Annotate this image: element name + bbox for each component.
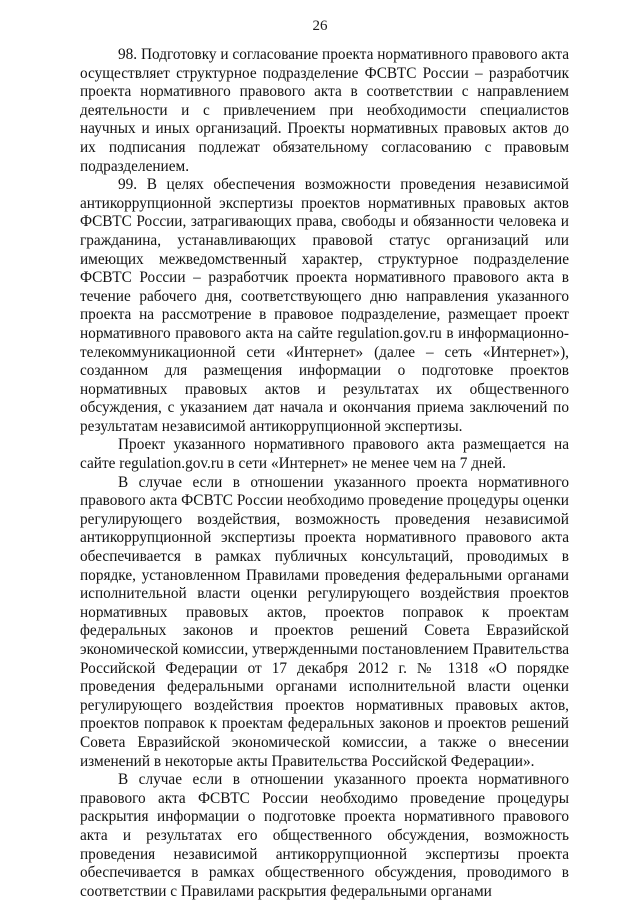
paragraph-public-discussion: В случае если в отношении указанного проекта нормативного правового акта ФСВТС России необходимо проведение процедуры раскрытия информации о подготовке проекта нормативного правового акта и результатах его общественного обсуждения, возможность проведения независимой антикоррупционной экспертизы проекта обеспечивается в рамках общественного обсуждения, проводимого в соответствии с Правилами раскрытия федеральными органами — [80, 771, 569, 900]
paragraph-98: 98. Подготовку и согласование проекта нормативного правового акта осуществляет структурное подразделение ФСВТС России – разработчик проекта нормативного правового акта в соответствии с направлением деятельности и с привлечением при необходимости специалистов научных и иных организаций. Проекты нормативных правовых актов до их подписания подлежат обязательному согласованию с правовым подразделением. — [80, 46, 569, 175]
paragraph-99: 99. В целях обеспечения возможности проведения независимой антикоррупционной экспертизы проектов нормативных правовых актов ФСВТС России, затрагивающих права, свободы и обязанности человека и гражданина, устанавливающих правовой статус организаций или имеющих межведомственный характер, структурное подразделение ФСВТС России – разработчик проекта нормативного правового акта в течение рабочего дня, соответствующего дню направления указанного проекта на рассмотрение в правовое подразделение, размещает проект нормативного правового акта на сайте regulation.gov.ru в информационно-телекоммуникационной сети «Интернет» (далее – сеть «Интернет»), созданном для размещения информации о подготовке проектов нормативных правовых актов и результатах их общественного обсуждения, с указанием дат начала и окончания приема заключений по результатам независимой антикоррупционной экспертизы. — [80, 176, 569, 435]
document-body — [80, 46, 569, 901]
paragraph-regulatory-impact: В случае если в отношении указанного проекта нормативного правового акта ФСВТС России необходимо проведение процедуры оценки регулирующего воздействия, возможность проведения независимой антикоррупционной экспертизы проекта нормативного правового акта обеспечивается в рамках публичных консультаций, проводимых в порядке, установленном Правилами проведения федеральными органами исполнительной власти оценки регулирующего воздействия проектов нормативных правовых актов, проектов поправок к проектам федеральных законов и проектов решений Совета Евразийской экономической комиссии, утвержденными постановлением Правительства Российской Федерации от 17 декабря 2012 г. № 1318 «О порядке проведения федеральными органами исполнительной власти оценки регулирующего воздействия проектов нормативных правовых актов, проектов поправок к проектам федеральных законов и проектов решений Совета Евразийской экономической комиссии, а также о внесении изменений в некоторые акты Правительства Российской Федерации». — [80, 473, 569, 770]
page-number: 26 — [312, 18, 328, 34]
paragraph-publication-term: Проект указанного нормативного правового акта размещается на сайте regulation.gov.ru в сети «Интернет» не менее чем на 7 дней. — [80, 436, 569, 473]
